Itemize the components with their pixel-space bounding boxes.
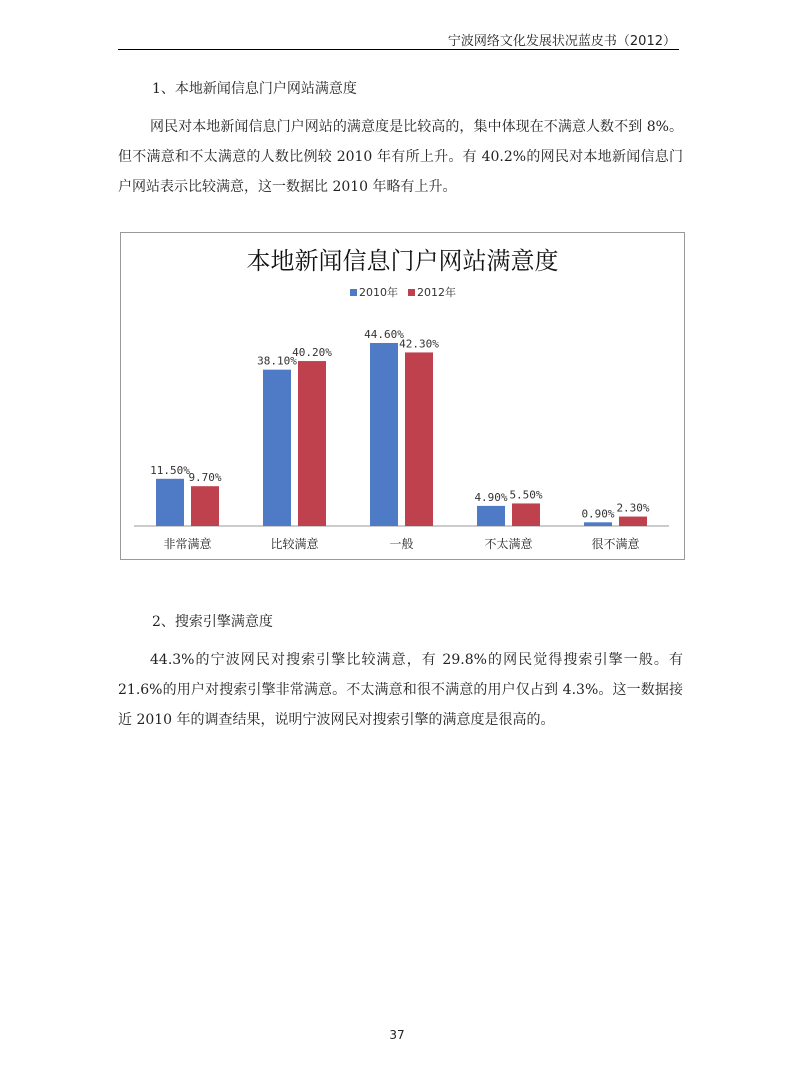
header-divider	[118, 49, 679, 50]
data-label-1-2: 42.30%	[399, 337, 439, 351]
legend-swatch-0	[350, 289, 357, 296]
bar-0-1	[263, 370, 291, 526]
data-label-1-3: 5.50%	[509, 488, 543, 502]
data-label-1-4: 2.30%	[616, 501, 650, 515]
bar-0-4	[584, 522, 612, 526]
bar-0-0	[156, 479, 184, 526]
section1-heading: 1、本地新闻信息门户网站满意度	[152, 81, 357, 97]
data-label-0-3: 4.90%	[474, 490, 508, 504]
category-label-2: 一般	[389, 537, 414, 551]
bar-1-2	[405, 352, 433, 526]
legend-swatch-1	[408, 289, 415, 296]
bar-1-3	[512, 503, 540, 526]
data-label-0-2: 44.60%	[364, 328, 404, 341]
bar-1-0	[191, 486, 219, 526]
data-label-1-0: 9.70%	[188, 471, 222, 485]
satisfaction-chart	[120, 232, 685, 560]
section2-heading: 2、搜索引擎满意度	[152, 614, 273, 630]
page-number: 37	[389, 1028, 405, 1042]
section1-paragraph: 网民对本地新闻信息门户网站的满意度是比较高的，集中体现在不满意人数不到 8%。但不满意和不太满意的人数比例较 2010 年有所上升。有 40.2%的网民对本地新闻信息门户网站表示比较满意，这一数据比 2010 年略有上升。	[118, 119, 683, 195]
bar-1-4	[619, 517, 647, 526]
section2-paragraph: 44.3%的宁波网民对搜索引擎比较满意，有 29.8%的网民觉得搜索引擎一般。有 21.6%的用户对搜索引擎非常满意。不太满意和很不满意的用户仅占到 4.3%。这一数据接近 2010 年的调查结果，说明宁波网民对搜索引擎的满意度是很高的。	[118, 652, 683, 728]
data-label-1-1: 40.20%	[292, 346, 332, 360]
category-label-0: 非常满意	[163, 537, 212, 551]
bar-1-1	[298, 361, 326, 526]
category-label-3: 不太满意	[484, 537, 533, 551]
running-header: 宁波网络文化发展状况蓝皮书（2012）	[447, 34, 676, 49]
category-label-1: 比较满意	[270, 537, 319, 551]
category-label-4: 很不满意	[591, 537, 640, 551]
legend-label-0: 2010年	[359, 286, 398, 299]
bar-0-2	[370, 343, 398, 526]
chart-title: 本地新闻信息门户网站满意度	[246, 247, 559, 275]
bar-0-3	[477, 506, 505, 526]
legend-label-1: 2012年	[417, 286, 456, 299]
data-label-0-1: 38.10%	[257, 354, 297, 368]
data-label-0-4: 0.90%	[581, 507, 615, 521]
chart-svg	[121, 233, 684, 559]
data-label-0-0: 11.50%	[150, 463, 190, 477]
